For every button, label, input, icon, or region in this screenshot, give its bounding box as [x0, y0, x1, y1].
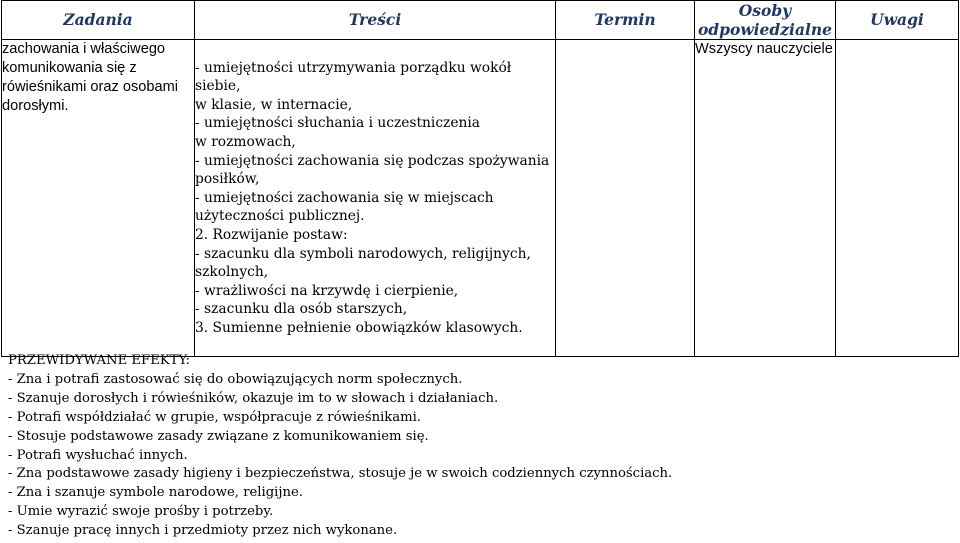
plan-table	[1, 0, 959, 357]
tresci-line: 2. Rozwijanie postaw:	[195, 226, 348, 243]
tresci-line: - szacunku dla osób starszych,	[195, 301, 408, 318]
effect-item: - Szanuje dorosłych i rówieśników, okazuje im to w słowach i działaniach.	[8, 390, 499, 406]
tresci-line: - wrażliwości na krzywdę i cierpienie,	[195, 282, 459, 299]
cell-uwagi	[836, 40, 959, 357]
tresci-line: - szacunku dla symboli narodowych, religijnych,	[195, 245, 531, 262]
expected-effects-section	[8, 352, 953, 541]
tresci-line: - umiejętności słuchania i uczestniczenia	[195, 115, 481, 132]
tresci-list	[195, 59, 555, 338]
effect-item: - Potrafi współdziałać w grupie, współpracuje z rówieśnikami.	[8, 409, 422, 425]
effect-item: - Zna i potrafi zastosować się do obowiązujących norm społecznych.	[8, 371, 463, 387]
effect-item: - Potrafi wysłuchać innych.	[8, 447, 188, 463]
effect-item: - Szanuje pracę innych i przedmioty przez nich wykonane.	[8, 523, 398, 539]
effect-item: - Zna podstawowe zasady higieny i bezpieczeństwa, stosuje je w swoich codziennych czynnościach.	[8, 466, 673, 482]
tresci-line: posiłków,	[195, 171, 260, 188]
header-zadania: Zadania	[2, 1, 195, 40]
table-row	[2, 40, 959, 357]
tresci-line: użyteczności publicznej.	[195, 208, 365, 225]
effects-heading: PRZEWIDYWANE EFEKTY:	[8, 353, 190, 368]
header-tresci	[195, 1, 556, 40]
tresci-line: w klasie, w internacie,	[195, 96, 353, 113]
effect-item: - Zna i szanuje symbole narodowe, religijne.	[8, 485, 303, 501]
table-header-row	[2, 1, 959, 40]
tresci-line: szkolnych,	[195, 264, 269, 281]
effect-item: - Umie wyrazić swoje prośby i potrzeby.	[8, 504, 274, 520]
header-osoby: Osoby odpowiedzialne	[695, 1, 836, 40]
header-tresci-label: Treści	[348, 10, 402, 29]
effects-list	[8, 371, 953, 541]
tresci-line: 3. Sumienne pełnienie obowiązków klasowych.	[195, 319, 523, 336]
effect-item: - Stosuje podstawowe zasady związane z komunikowaniem się.	[8, 428, 429, 444]
tresci-line: - umiejętności zachowania się podczas spożywania	[195, 152, 550, 169]
tresci-line: w rozmowach,	[195, 133, 296, 150]
header-termin: Termin	[556, 1, 695, 40]
cell-osoby: Wszyscy nauczyciele	[695, 40, 836, 357]
tresci-line: - umiejętności zachowania się w miejscach	[195, 189, 494, 206]
header-uwagi: Uwagi	[836, 1, 959, 40]
cell-tresci	[195, 40, 556, 357]
tresci-line: - umiejętności utrzymywania porządku wokół siebie,	[195, 59, 512, 95]
cell-zadania: zachowania i właściwego komunikowania się z rówieśnikami oraz osobami dorosłymi.	[2, 40, 195, 357]
cell-termin	[556, 40, 695, 357]
